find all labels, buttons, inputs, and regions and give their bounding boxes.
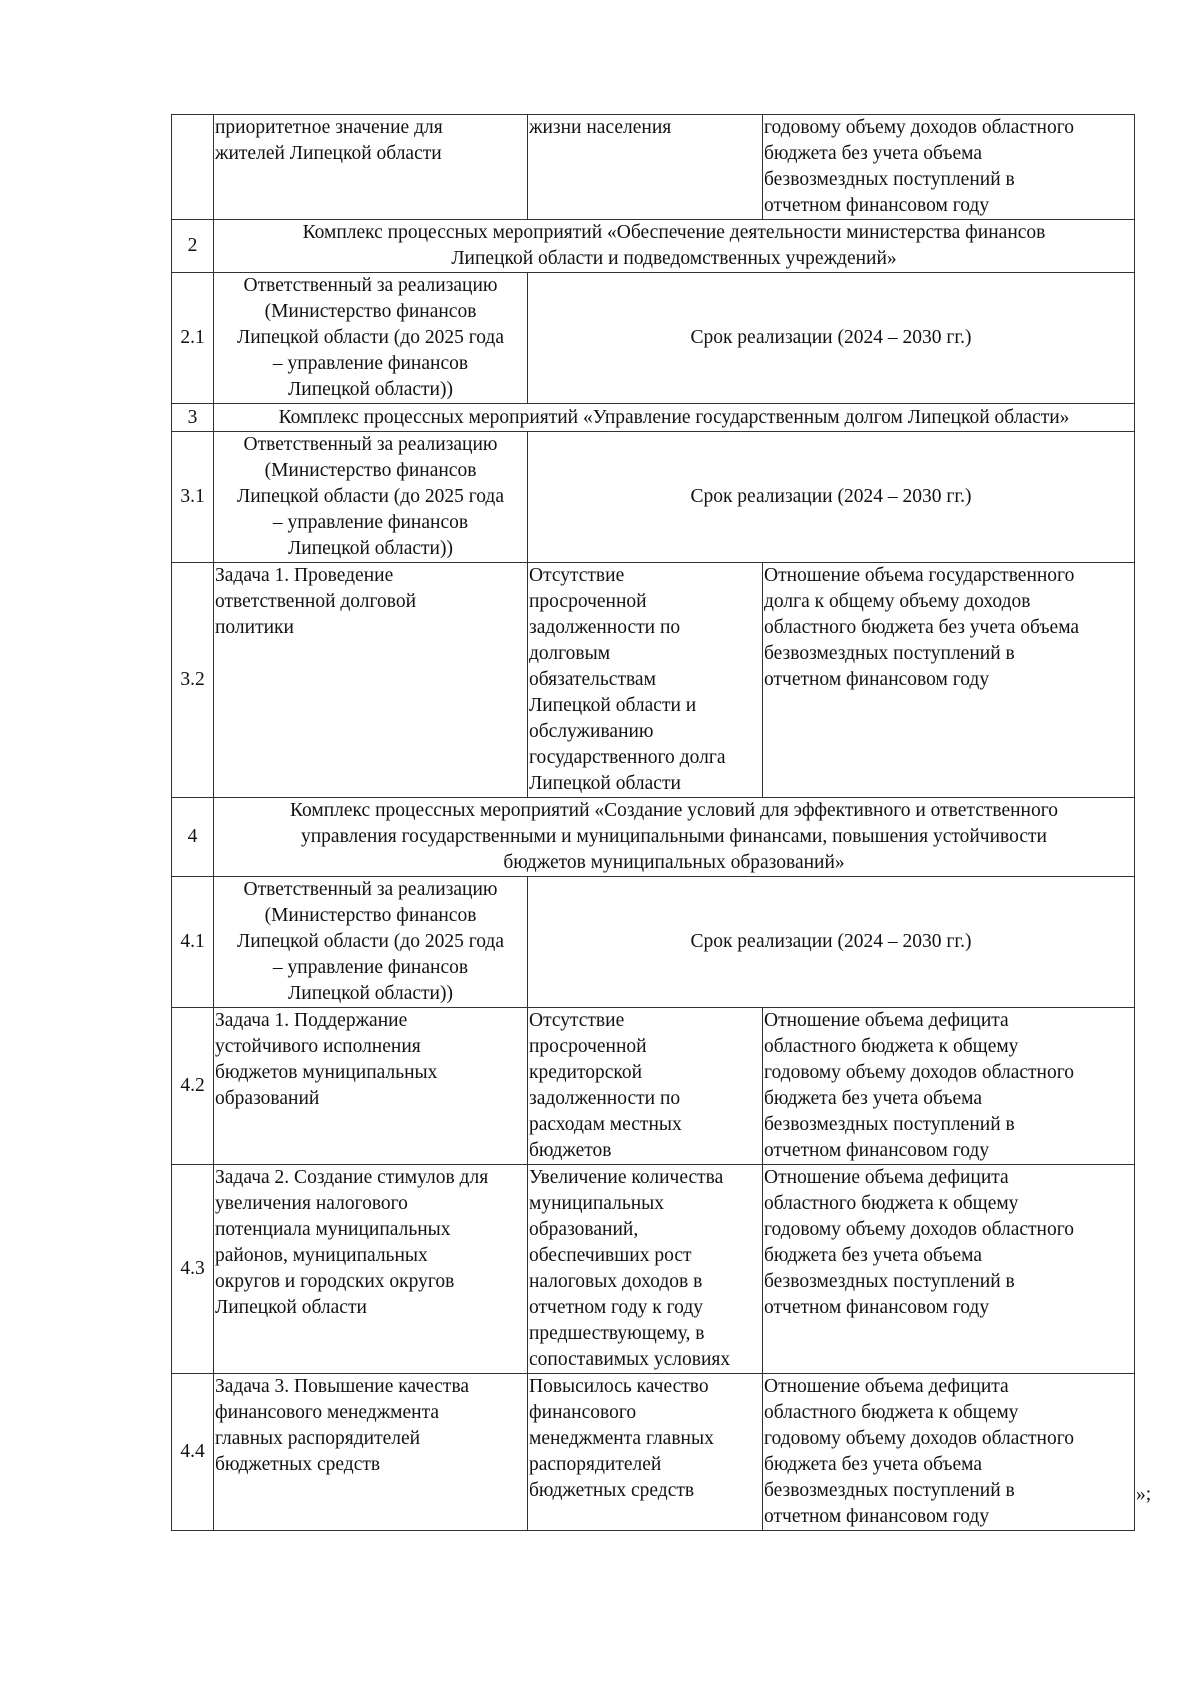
result-text: Повысилось качество финансового менеджмента главных распорядителей бюджетных средств [529,1376,714,1501]
row-number [172,115,214,220]
indicator-text: Отношение объема дефицита областного бюджета к общему годовому объему доходов областного бюджета без учета объема безвозмездных поступлений в отчетном финансовом году [764,1376,1075,1527]
indicator-cell [763,1165,1135,1374]
result-cell [528,1008,763,1165]
row-number: 4.1 [172,877,214,1008]
row-number: 4.4 [172,1374,214,1531]
indicator-text: Отношение объема дефицита областного бюджета к общему годовому объему доходов областного бюджета без учета объема безвозмездных поступлений в отчетном финансовом году [764,1010,1075,1161]
result-text: Отсутствие просроченной задолженности по долговым обязательствам Липецкой области и обслуживанию государственного долга Липецкой области [529,565,726,794]
table-row [172,798,1135,877]
indicator-text: Отношение объема дефицита областного бюджета к общему годовому объему доходов областного бюджета без учета объема безвозмездных поступлений в отчетном финансовом году [764,1167,1075,1318]
task-cell [214,1374,528,1531]
term-cell [528,273,1135,404]
term-cell [528,877,1135,1008]
task-text: приоритетное значение для жителей Липецкой области [215,117,443,164]
indicator-text: Отношение объема государственного долга к общему объему доходов областного бюджета без учета объема безвозмездных поступлений в отчетном финансовом году [764,565,1080,690]
responsible-text: Ответственный за реализацию (Министерство финансов Липецкой области (до 2025 года – управление финансов Липецкой области)) [237,879,504,1004]
indicator-text: годовому объему доходов областного бюджета без учета объема безвозмездных поступлений в отчетном финансовом году [764,117,1075,216]
term-cell [528,432,1135,563]
responsible-text: Ответственный за реализацию (Министерство финансов Липецкой области (до 2025 года – управление финансов Липецкой области)) [237,275,504,400]
task-cell [214,1165,528,1374]
table-row [172,1165,1135,1374]
section-heading-cell [214,798,1135,877]
indicator-cell [763,115,1135,220]
term-text: Срок реализации (2024 – 2030 гг.) [690,931,972,952]
term-text: Срок реализации (2024 – 2030 гг.) [690,486,972,507]
responsible-cell [214,432,528,563]
task-cell [214,115,528,220]
result-cell [528,563,763,798]
term-text: Срок реализации (2024 – 2030 гг.) [690,327,972,348]
row-number: 4.2 [172,1008,214,1165]
result-cell [528,1374,763,1531]
row-number: 3 [172,404,214,432]
table-row [172,877,1135,1008]
indicator-cell [763,563,1135,798]
table-row [172,404,1135,432]
indicator-cell [763,1008,1135,1165]
result-cell [528,1165,763,1374]
table-row [172,432,1135,563]
section-heading-cell [214,220,1135,273]
section-heading: Комплекс процессных мероприятий «Управление государственным долгом Липецкой области» [278,406,1070,428]
section-heading: Комплекс процессных мероприятий «Обеспечение деятельности министерства финансов Липецкой области и подведомственных учреждений» [302,222,1046,269]
task-cell [214,563,528,798]
row-number: 4.3 [172,1165,214,1374]
section-heading-cell [214,404,1135,432]
section-heading: Комплекс процессных мероприятий «Создание условий для эффективного и ответственного управления государственными и муниципальными финансами, повышения устойчивости бюджетов муниципальных образований» [289,800,1058,873]
table-row [172,115,1135,220]
task-text: Задача 1. Проведение ответственной долговой политики [215,565,417,638]
responsible-cell [214,877,528,1008]
table-row [172,220,1135,273]
table-row [172,563,1135,798]
table-row [172,1374,1135,1531]
result-cell [528,115,763,220]
task-cell [214,1008,528,1165]
row-number: 2.1 [172,273,214,404]
table-row [172,273,1135,404]
row-number: 3.2 [172,563,214,798]
result-text: Увеличение количества муниципальных образований, обеспечивших рост налоговых доходов в отчетном году к году предшествующему, в сопоставимых условиях [529,1167,731,1370]
table-row [172,1008,1135,1165]
row-number: 2 [172,220,214,273]
responsible-cell [214,273,528,404]
row-number: 4 [172,798,214,877]
indicator-cell [763,1374,1135,1531]
row-number: 3.1 [172,432,214,563]
result-text: жизни населения [529,117,672,138]
task-text: Задача 2. Создание стимулов для увеличения налогового потенциала муниципальных районов, муниципальных округов и городских округов Липецкой области [215,1167,489,1318]
task-text: Задача 3. Повышение качества финансового менеджмента главных распорядителей бюджетных средств [215,1376,470,1475]
result-text: Отсутствие просроченной кредиторской задолженности по расходам местных бюджетов [529,1010,682,1161]
task-text: Задача 1. Поддержание устойчивого исполнения бюджетов муниципальных образований [215,1010,438,1109]
responsible-text: Ответственный за реализацию (Министерство финансов Липецкой области (до 2025 года – управление финансов Липецкой области)) [237,434,504,559]
closing-quote-mark: »; [1136,1484,1152,1505]
program-structure-table [171,114,1135,1531]
